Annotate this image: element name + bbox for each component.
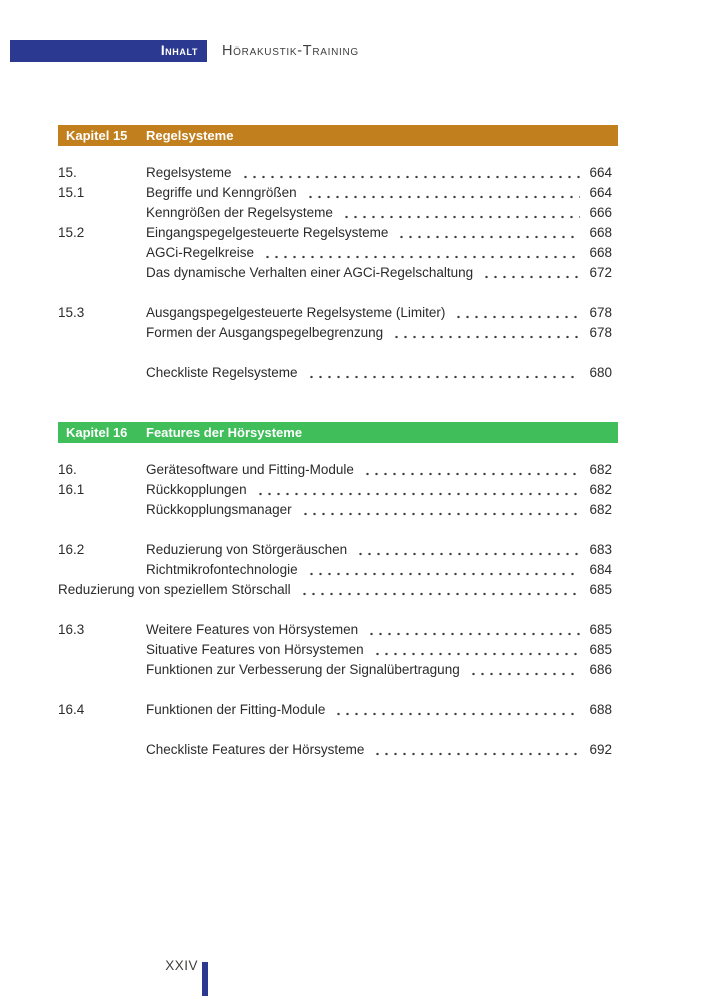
entry-number: 16.1: [58, 482, 85, 497]
dot-leader: [339, 203, 580, 223]
dot-leader: [466, 660, 580, 680]
toc-entry: [58, 540, 618, 560]
toc-entry: [58, 580, 618, 600]
entry-page-number: 692: [589, 742, 612, 757]
page-number: XXIV: [165, 958, 198, 973]
dot-leader: [303, 183, 580, 203]
toc-entry: [58, 740, 618, 760]
inhalt-bar: [10, 40, 207, 62]
toc-entry: [58, 263, 618, 283]
entry-title: Weitere Features von Hörsystemen: [146, 622, 359, 637]
dot-leader: [304, 560, 580, 580]
entry-page-number: 664: [589, 185, 612, 200]
entry-number: 15.3: [58, 305, 85, 320]
entry-title: Situative Features von Hörsystemen: [146, 642, 364, 657]
entry-page-number: 678: [589, 325, 612, 340]
page-header: [10, 40, 359, 62]
entry-title: Das dynamische Verhalten einer AGCi-Regelschaltung: [146, 265, 474, 280]
dot-leader: [253, 480, 580, 500]
toc-entry: [58, 620, 618, 640]
entry-page-number: 664: [589, 165, 612, 180]
entry-number: 16.2: [58, 542, 85, 557]
entry-title: Ausgangspegelgesteuerte Regelsysteme (Limiter): [146, 305, 446, 320]
dot-leader: [394, 223, 580, 243]
toc-entry: [58, 303, 618, 323]
toc-entry: [58, 700, 618, 720]
toc-entry: [58, 363, 618, 383]
entry-page-number: 686: [589, 662, 612, 677]
entry-page-number: 666: [589, 205, 612, 220]
entry-number: 15.: [58, 165, 77, 180]
entry-title: AGCi-Regelkreise: [146, 245, 255, 260]
dot-leader: [297, 580, 580, 600]
chapter-title: Regelsysteme: [146, 128, 234, 143]
entry-number: 16.4: [58, 702, 85, 717]
entry-page-number: 682: [589, 462, 612, 477]
dot-leader: [331, 700, 580, 720]
toc-entry: [58, 223, 618, 243]
dot-leader: [389, 323, 580, 343]
entry-number: 16.3: [58, 622, 85, 637]
toc-entry: [58, 323, 618, 343]
entry-title: Kenngrößen der Regelsysteme: [146, 205, 333, 220]
entry-page-number: 684: [589, 562, 612, 577]
toc-entry: [58, 660, 618, 680]
chapter-section: [58, 422, 618, 760]
toc-entry: [58, 480, 618, 500]
entry-title: Funktionen zur Verbesserung der Signalübertragung: [146, 662, 460, 677]
entry-title: Richtmikrofontechnologie: [146, 562, 298, 577]
toc-main: [58, 125, 618, 799]
entry-page-number: 668: [589, 225, 612, 240]
entry-page-number: 683: [589, 542, 612, 557]
entry-page-number: 685: [589, 582, 612, 597]
entry-page-number: 672: [589, 265, 612, 280]
chapter-section: [58, 125, 618, 383]
entry-page-number: 678: [589, 305, 612, 320]
entry-title: Rückkopplungsmanager: [146, 502, 292, 517]
dot-leader: [238, 163, 580, 183]
dot-leader: [364, 620, 580, 640]
dot-leader: [479, 263, 580, 283]
chapter-entries: [58, 163, 618, 383]
entry-number: 15.1: [58, 185, 85, 200]
entry-page-number: 685: [589, 622, 612, 637]
dot-leader: [370, 740, 580, 760]
entry-title: Checkliste Features der Hörsysteme: [146, 742, 365, 757]
dot-leader: [360, 460, 580, 480]
entry-page-number: 682: [589, 482, 612, 497]
inhalt-label: Inhalt: [160, 43, 198, 58]
entry-title: Funktionen der Fitting-Module: [146, 702, 326, 717]
entry-title: Reduzierung von Störgeräuschen: [146, 542, 348, 557]
entry-title: Reduzierung von speziellem Störschall: [58, 582, 291, 597]
dot-leader: [298, 500, 580, 520]
dot-leader: [353, 540, 580, 560]
entry-page-number: 680: [589, 365, 612, 380]
toc-entry: [58, 560, 618, 580]
entry-title: Begriffe und Kenngrößen: [146, 185, 297, 200]
chapter-title: Features der Hörsysteme: [146, 425, 303, 440]
footer-accent-bar: [202, 962, 208, 996]
chapter-header-bar: [58, 125, 618, 146]
toc-entry: [58, 460, 618, 480]
chapter-label: Kapitel 16: [66, 425, 128, 440]
entry-number: 16.: [58, 462, 77, 477]
entry-title: Checkliste Regelsysteme: [146, 365, 298, 380]
entry-page-number: 682: [589, 502, 612, 517]
toc-entry: [58, 640, 618, 660]
entry-title: Gerätesoftware und Fitting-Module: [146, 462, 354, 477]
chapter-header-bar: [58, 422, 618, 443]
entry-title: Rückkopplungen: [146, 482, 247, 497]
entry-title: Eingangspegelgesteuerte Regelsysteme: [146, 225, 389, 240]
chapter-label: Kapitel 15: [66, 128, 128, 143]
chapter-entries: [58, 460, 618, 760]
entry-title: Formen der Ausgangspegelbegrenzung: [146, 325, 384, 340]
entry-number: 15.2: [58, 225, 85, 240]
toc-entry: [58, 500, 618, 520]
dot-leader: [304, 363, 580, 383]
toc-entry: [58, 163, 618, 183]
toc-entry: [58, 203, 618, 223]
dot-leader: [260, 243, 580, 263]
book-title: Hörakustik-Training: [222, 43, 359, 59]
entry-page-number: 668: [589, 245, 612, 260]
toc-entry: [58, 243, 618, 263]
dot-leader: [370, 640, 580, 660]
toc-entry: [58, 183, 618, 203]
entry-title: Regelsysteme: [146, 165, 232, 180]
entry-page-number: 685: [589, 642, 612, 657]
dot-leader: [451, 303, 580, 323]
entry-page-number: 688: [589, 702, 612, 717]
